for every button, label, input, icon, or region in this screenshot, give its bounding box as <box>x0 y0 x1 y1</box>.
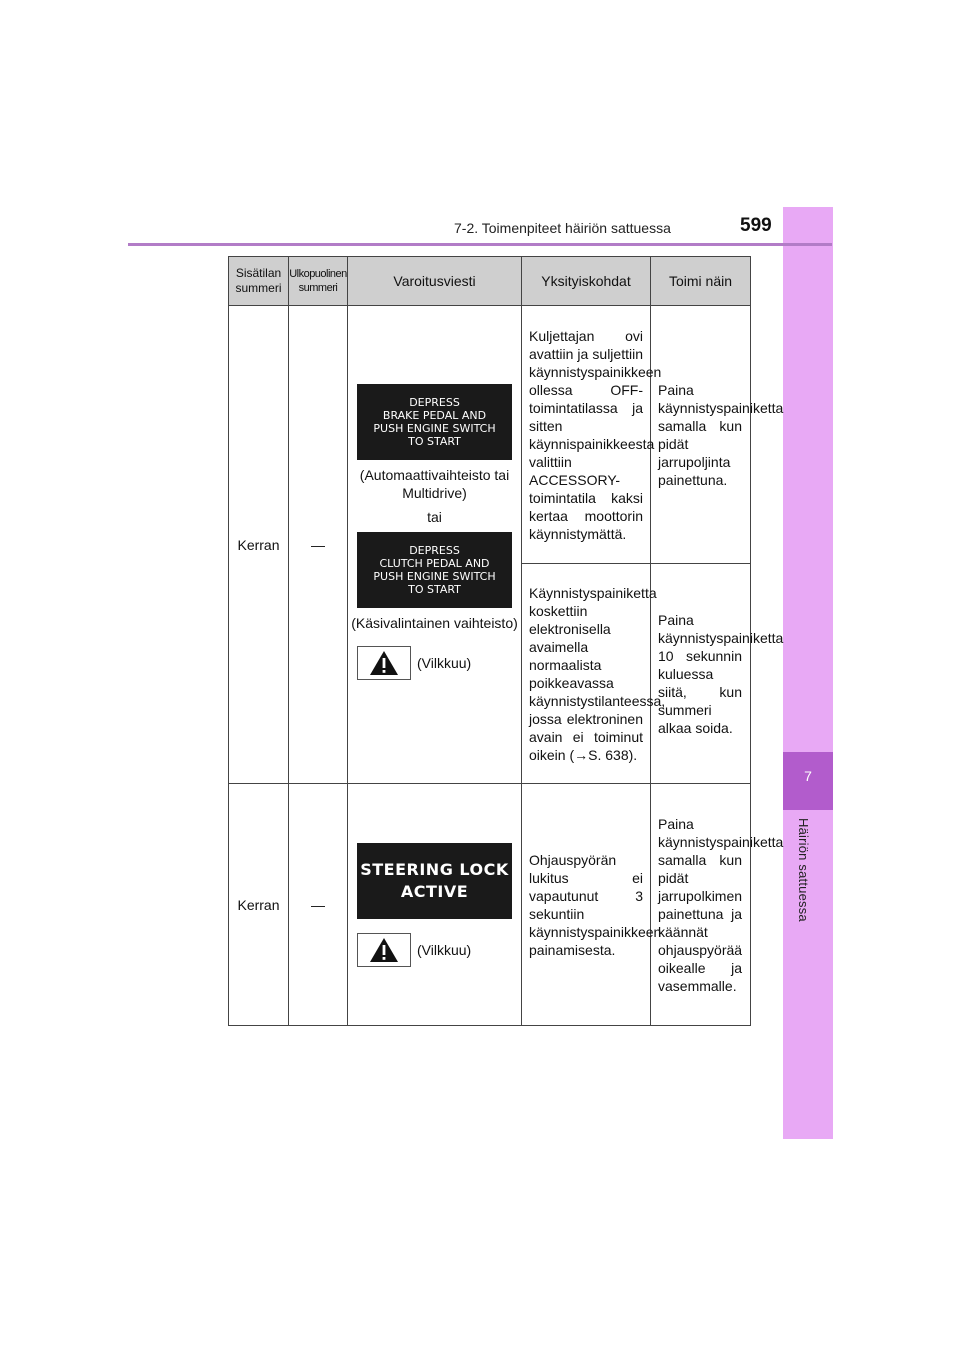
header-rule <box>128 243 832 246</box>
outer-buzzer-cell: — <box>289 306 348 784</box>
steering-lock-screen: STEERING LOCK ACTIVE <box>357 843 512 919</box>
details-cell: Kuljettajan ovi avattiin ja suljettiin käynnistyspainikkeen ollessa OFF-toimintatilassa ja sitten käynnispainikkeesta valittiin ACCESSORY-toimintatila kaksi kertaa moottorin käynnistymättä. <box>522 306 651 564</box>
warning-triangle-icon <box>357 646 411 680</box>
details-cell: Käynnistyspainiketta koskettiin elektronisella avaimella normaalista poikkeavassa käynnistystilanteessa, jossa elektroninen avain ei toiminut oikein (→S. 638). <box>522 564 651 784</box>
section-title: 7-2. Toimenpiteet häiriön sattuessa <box>454 220 671 236</box>
or-text: tai <box>427 509 442 525</box>
table-row <box>229 784 751 1026</box>
header-details: Yksityiskohdat <box>522 257 651 306</box>
flash-indicator <box>357 646 512 680</box>
outer-buzzer-cell: — <box>289 784 348 1026</box>
clutch-pedal-screen: DEPRESS CLUTCH PEDAL AND PUSH ENGINE SWITCH TO START <box>357 532 512 608</box>
action-cell: Paina käynnistyspainiketta samalla kun pidät jarrupoljinta painettuna. <box>651 306 751 564</box>
caption-manual: (Käsivalintainen vaihteisto) <box>351 615 518 631</box>
warning-message-cell <box>348 306 522 784</box>
action-cell: Paina käynnistyspainiketta samalla kun pidät jarrupolkimen painettuna ja käännät ohjauspyörää oikealle ja vasemmalle. <box>651 784 751 1026</box>
header-action: Toimi näin <box>651 257 751 306</box>
chapter-number: 7 <box>804 768 812 784</box>
table-header-row <box>229 257 751 306</box>
chapter-side-tab <box>783 207 833 1139</box>
chapter-title: Häiriön sattuessa <box>796 818 811 922</box>
flash-indicator <box>357 933 512 967</box>
table-row <box>229 306 751 564</box>
flash-label: (Vilkkuu) <box>417 941 472 958</box>
header-outer-buzzer: Ulkopuolinen summeri <box>289 257 348 306</box>
page-number: 599 <box>740 215 772 236</box>
warning-triangle-icon <box>357 933 411 967</box>
warning-table <box>228 256 784 1026</box>
header-warning-message: Varoitusviesti <box>348 257 522 306</box>
action-cell: Paina käynnistyspainiketta 10 sekunnin kuluessa siitä, kun summeri alkaa soida. <box>651 564 751 784</box>
details-cell: Ohjauspyörän lukitus ei vapautunut 3 sekuntiin käynnistyspainikkeen painamisesta. <box>522 784 651 1026</box>
warning-message-cell <box>348 784 522 1026</box>
caption-automatic: (Automaattivaihteisto tai Multidrive) <box>359 467 510 501</box>
inner-buzzer-cell: Kerran <box>229 306 289 784</box>
brake-pedal-screen: DEPRESS BRAKE PEDAL AND PUSH ENGINE SWITCH TO START <box>357 384 512 460</box>
inner-buzzer-cell: Kerran <box>229 784 289 1026</box>
flash-label: (Vilkkuu) <box>417 655 472 671</box>
header-inner-buzzer: Sisätilan summeri <box>229 257 289 306</box>
